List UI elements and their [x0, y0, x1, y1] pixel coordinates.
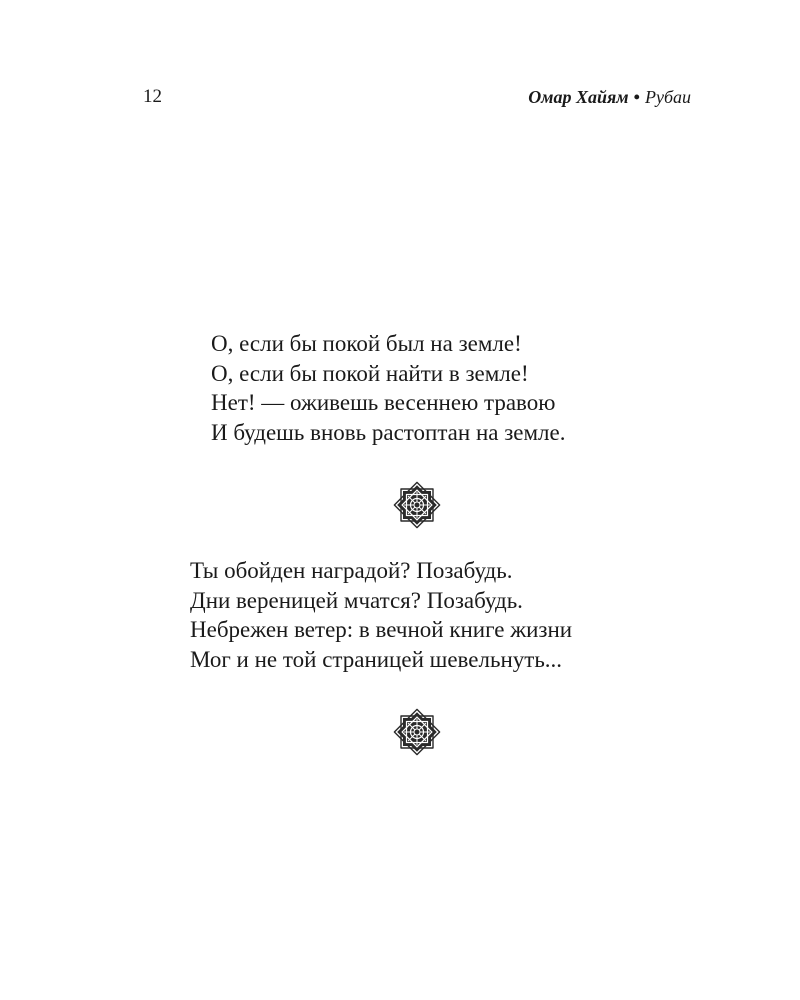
verse-line: Нет! — оживешь весеннею травою — [211, 390, 556, 415]
verse-line: Мог и не той страницей шевельнуть... — [190, 646, 563, 672]
verse-line: Ты обойден наградой? Позабудь. — [190, 558, 513, 583]
book-title-header — [528, 86, 691, 108]
eight-point-star-ornament-icon — [391, 706, 443, 758]
verse-line: Небрежен ветер: в вечной книге жизни — [190, 617, 573, 642]
header-separator: • — [633, 87, 640, 107]
verse-line: И будешь вновь растоптан на земле. — [211, 419, 566, 445]
book-title: Рубаи — [644, 87, 691, 107]
verse-line: Дни вереницей мчатся? Позабудь. — [190, 587, 523, 613]
author-name: Омар Хайям — [528, 87, 629, 107]
eight-point-star-ornament-icon — [391, 479, 443, 531]
verse-line: О, если бы покой был на земле! — [211, 331, 522, 356]
quatrain-2 — [190, 556, 572, 674]
page-number: 12 — [143, 86, 162, 107]
quatrain-1 — [211, 329, 566, 447]
verse-line: О, если бы покой найти в земле! — [211, 360, 529, 386]
running-header — [143, 86, 691, 110]
